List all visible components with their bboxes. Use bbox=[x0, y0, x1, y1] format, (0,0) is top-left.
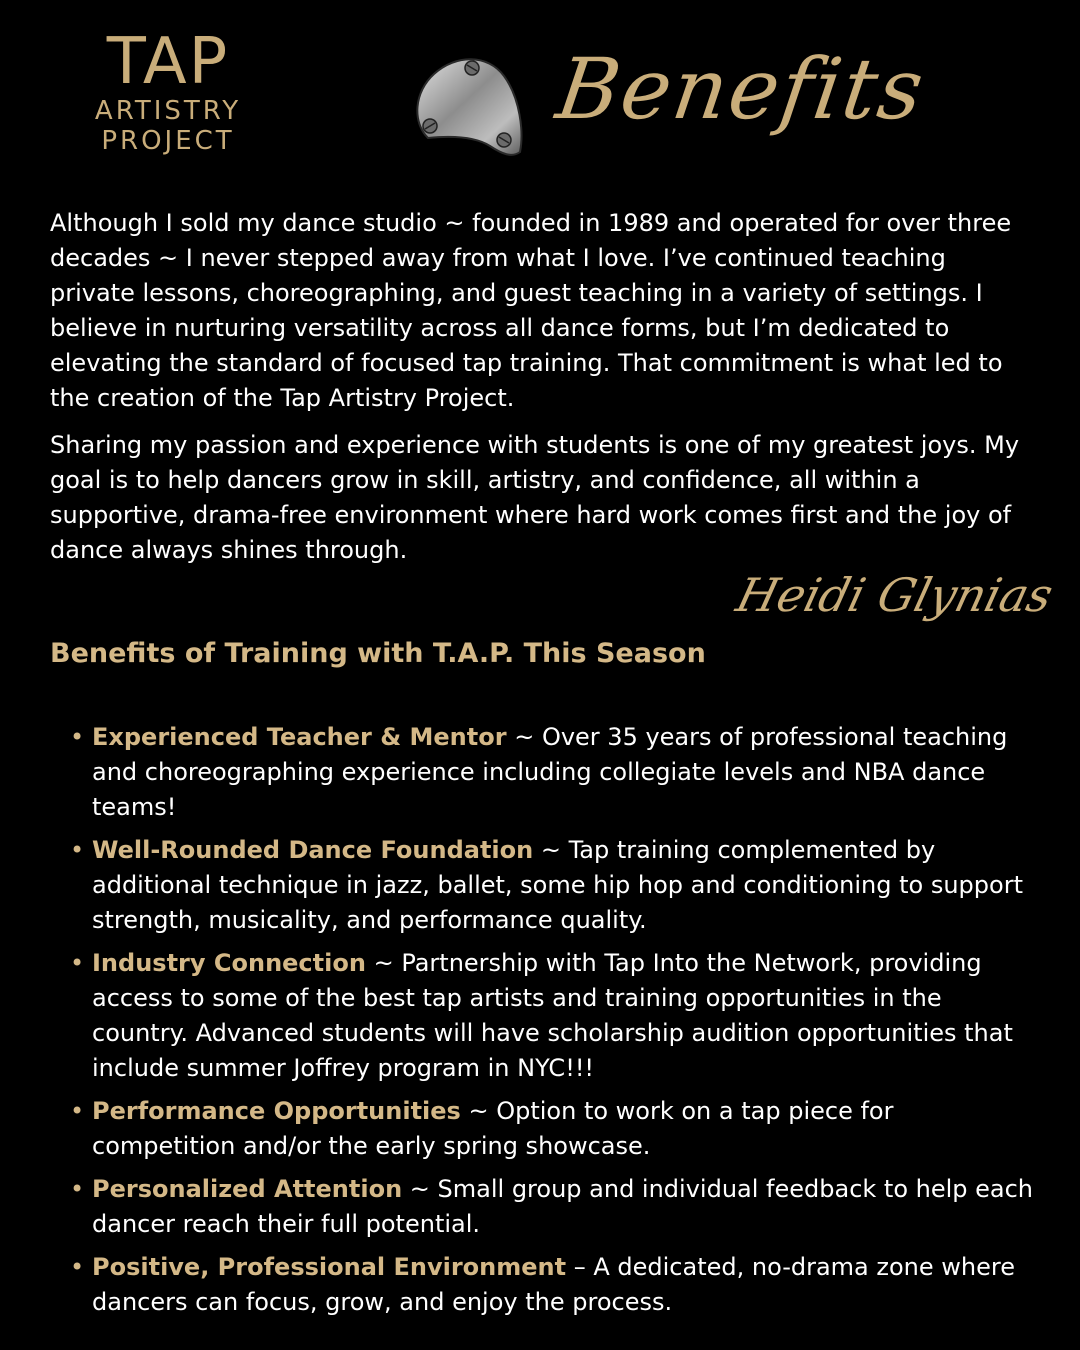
logo-line-project: PROJECT bbox=[101, 126, 235, 156]
benefit-text: Over 35 years of professional teaching and choreographing experience including collegiate levels and NBA dance teams! bbox=[92, 723, 1008, 821]
list-item bbox=[70, 833, 1040, 938]
bullet-icon: • bbox=[70, 949, 85, 977]
benefit-separator: ~ bbox=[460, 1097, 497, 1125]
benefit-text: A dedicated, no-drama zone where dancers can focus, grow, and enjoy the process. bbox=[92, 1253, 1015, 1316]
benefit-title: Experienced Teacher & Mentor bbox=[92, 723, 507, 751]
bullet-icon: • bbox=[70, 723, 85, 751]
benefit-title: Well-Rounded Dance Foundation bbox=[92, 836, 534, 864]
intro-paragraph-1: Although I sold my dance studio ~ founded in 1989 and operated for over three decades ~ I never stepped away from what I love. I’ve continued teaching private lessons, choreographing, and guest teaching in a variety of settings. I believe in nurturing versatility across all dance forms, but I’m dedicated to elevating the standard of focused tap training. That commitment is what led to the creation of the Tap Artistry Project. bbox=[50, 209, 1012, 412]
list-item bbox=[70, 720, 1040, 825]
bullet-icon: • bbox=[70, 836, 85, 864]
benefit-title: Performance Opportunities bbox=[92, 1097, 461, 1125]
bullet-icon: • bbox=[70, 1097, 85, 1125]
benefit-title: Personalized Attention bbox=[92, 1175, 403, 1203]
logo-line-artistry: ARTISTRY bbox=[94, 96, 242, 126]
benefit-text: Small group and individual feedback to help each dancer reach their full potential. bbox=[92, 1175, 1034, 1238]
list-item bbox=[70, 1094, 1040, 1164]
section-heading: Benefits of Training with T.A.P. This Season bbox=[50, 638, 706, 669]
list-item bbox=[70, 1250, 1040, 1320]
list-item bbox=[70, 946, 1040, 1086]
list-item bbox=[70, 1172, 1040, 1242]
benefit-separator: ~ bbox=[533, 836, 569, 864]
benefits-list bbox=[70, 720, 1040, 1328]
bullet-icon: • bbox=[70, 1253, 85, 1281]
benefit-separator: – bbox=[566, 1253, 594, 1281]
benefit-text: Tap training complemented by additional technique in jazz, ballet, some hip hop and conditioning to support strength, musicality, and performance quality. bbox=[92, 836, 1023, 934]
signature: Heidi Glynias bbox=[731, 568, 1059, 622]
page-title: Benefits bbox=[551, 40, 931, 138]
benefit-separator: ~ bbox=[506, 723, 542, 751]
benefit-title: Industry Connection bbox=[92, 949, 366, 977]
benefit-text: Partnership with Tap Into the Network, providing access to some of the best tap artists and training opportunities in the country. Advanced students will have scholarship audition opportunities that include summer Joffrey program in NYC!!! bbox=[92, 949, 1013, 1082]
benefit-text: Option to work on a tap piece for competition and/or the early spring showcase. bbox=[92, 1097, 894, 1160]
tap-artistry-project-logo bbox=[88, 25, 248, 156]
tap-shoe-plate-icon bbox=[408, 52, 530, 162]
logo-line-tap: TAP bbox=[106, 25, 230, 99]
benefit-title: Positive, Professional Environment bbox=[92, 1253, 567, 1281]
intro-paragraph-2: Sharing my passion and experience with students is one of my greatest joys. My goal is to help dancers grow in skill, artistry, and confidence, all within a supportive, drama-free environment where hard work comes first and the joy of dance always shines through. bbox=[50, 431, 1020, 564]
intro-section bbox=[50, 206, 1035, 580]
benefit-separator: ~ bbox=[365, 949, 402, 977]
bullet-icon: • bbox=[70, 1175, 85, 1203]
benefit-separator: ~ bbox=[402, 1175, 438, 1203]
